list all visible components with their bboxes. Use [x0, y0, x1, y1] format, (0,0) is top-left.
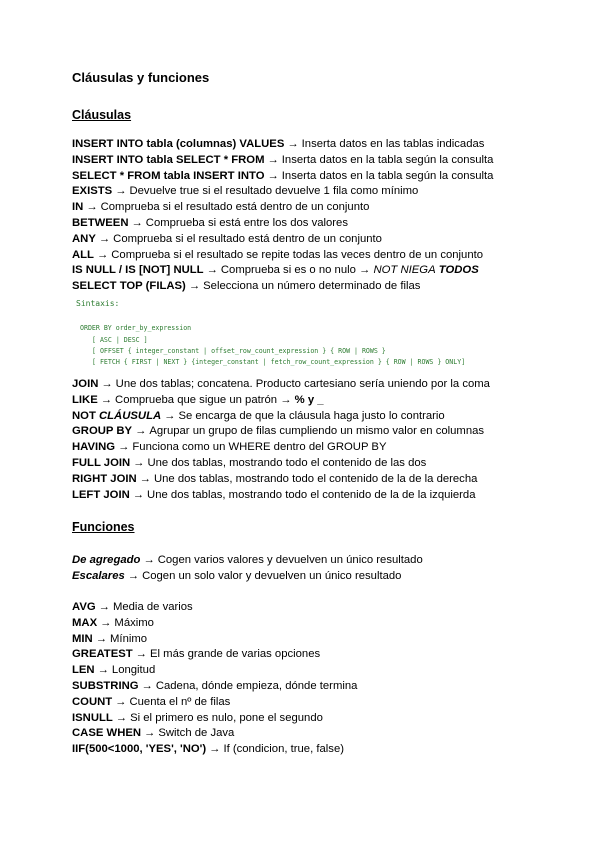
list-item: INSERT INTO tabla SELECT * FROM → Inserta datos en la tabla según la consulta: [72, 153, 494, 166]
list-item: COUNT → Cuenta el nº de filas: [72, 695, 231, 708]
list-item: NOT CLÁUSULA → Se encarga de que la cláusula haga justo lo contrario: [72, 409, 445, 422]
list-item: LIKE → Comprueba que sigue un patrón → % y _: [72, 393, 324, 406]
list-item: LEN → Longitud: [72, 664, 156, 677]
list-item: FULL JOIN → Une dos tablas, mostrando todo el contenido de las dos: [72, 456, 427, 469]
funciones-heading: Funciones: [72, 520, 135, 534]
clausulas-heading: Cláusulas: [72, 108, 132, 122]
funciones-types-list: [72, 553, 423, 585]
list-item: ALL → Comprueba si el resultado se repite todas las veces dentro de un conjunto: [72, 248, 484, 261]
syntax-label: Sintaxis:: [76, 299, 120, 308]
list-item: HAVING → Funciona como un WHERE dentro del GROUP BY: [72, 441, 387, 454]
code-line: ORDER BY order_by_expression: [80, 324, 192, 332]
list-item: ISNULL → Si el primero es nulo, pone el segundo: [72, 711, 323, 724]
list-item: SELECT * FROM tabla INSERT INTO → Inserta datos en la tabla según la consulta: [72, 169, 494, 182]
funciones-list: [72, 600, 357, 758]
list-item: SUBSTRING → Cadena, dónde empieza, dónde termina: [72, 679, 358, 692]
list-item: IIF(500<1000, 'YES', 'NO') → If (condicion, true, false): [72, 743, 344, 756]
document-title: Cláusulas y funciones: [72, 70, 210, 85]
list-item: GROUP BY → Agrupar un grupo de filas cumpliendo un mismo valor en columnas: [72, 425, 485, 438]
list-item: AVG → Media de varios: [72, 601, 193, 613]
list-item: ANY → Comprueba si el resultado está dentro de un conjunto: [72, 232, 382, 245]
list-item: GREATEST → El más grande de varias opciones: [72, 648, 321, 661]
clausulas-list-2: [72, 377, 490, 503]
code-line: [ OFFSET { integer_constant | offset_row_count_expression } { ROW | ROWS }: [92, 347, 386, 355]
list-item: INSERT INTO tabla (columnas) VALUES → Inserta datos en las tablas indicadas: [72, 138, 485, 150]
list-item: BETWEEN → Comprueba si está entre los dos valores: [72, 216, 348, 229]
code-line: [ ASC | DESC ]: [92, 336, 148, 344]
list-item: RIGHT JOIN → Une dos tablas, mostrando todo el contenido de la de la derecha: [72, 472, 478, 485]
list-item: CASE WHEN → Switch de Java: [72, 727, 235, 740]
list-item: De agregado → Cogen varios valores y devuelven un único resultado: [72, 554, 423, 566]
code-line: [ FETCH { FIRST | NEXT } {integer_constant | fetch_row_count_expression } { ROW | ROWS } ONLY]: [92, 358, 466, 366]
list-item: MAX → Máximo: [72, 616, 154, 629]
list-item: Escalares → Cogen un solo valor y devuelven un único resultado: [72, 569, 402, 582]
list-item: SELECT TOP (FILAS) → Selecciona un número determinado de filas: [72, 280, 421, 293]
list-item: EXISTS → Devuelve true si el resultado devuelve 1 fila como mínimo: [72, 185, 419, 198]
list-item: LEFT JOIN → Une dos tablas, mostrando todo el contenido de la de la izquierda: [72, 488, 476, 501]
clausulas-list: [72, 137, 493, 295]
list-item: IS NULL / IS [NOT] NULL → Comprueba si es o no nulo → NOT NIEGA TODOS: [72, 264, 479, 277]
syntax-code-block: [72, 297, 532, 371]
list-item: IN → Comprueba si el resultado está dentro de un conjunto: [72, 201, 370, 214]
list-item: JOIN → Une dos tablas; concatena. Producto cartesiano sería uniendo por la coma: [72, 378, 490, 390]
list-item: MIN → Mínimo: [72, 632, 148, 645]
